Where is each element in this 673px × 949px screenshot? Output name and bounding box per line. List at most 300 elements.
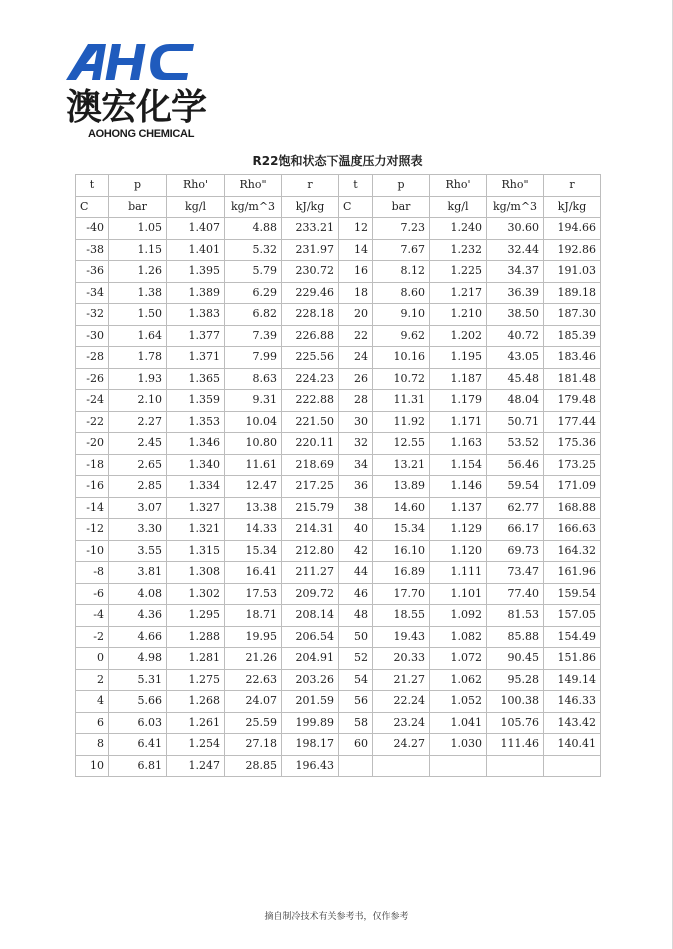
table-cell: 1.93	[109, 368, 167, 390]
table-cell: 69.73	[487, 540, 544, 562]
table-row	[76, 282, 601, 304]
table-cell: -22	[76, 411, 109, 433]
table-cell: 16.41	[225, 562, 282, 584]
table-cell: 1.146	[430, 476, 487, 498]
table-cell: 52	[339, 648, 373, 670]
table-cell: 24	[339, 347, 373, 369]
table-cell: 46	[339, 583, 373, 605]
table-cell: 111.46	[487, 734, 544, 756]
table-cell: 211.27	[282, 562, 339, 584]
unit-cell: C	[76, 196, 109, 218]
table-cell: 1.340	[167, 454, 225, 476]
table-cell: 1.154	[430, 454, 487, 476]
table-cell: 164.32	[544, 540, 601, 562]
table-cell: 9.31	[225, 390, 282, 412]
table-cell: 6.03	[109, 712, 167, 734]
table-cell: 1.179	[430, 390, 487, 412]
table-cell: 1.401	[167, 239, 225, 261]
table-cell: -2	[76, 626, 109, 648]
table-cell: 175.36	[544, 433, 601, 455]
column-header: p	[109, 175, 167, 197]
table-cell: 100.38	[487, 691, 544, 713]
table-cell: 2	[76, 669, 109, 691]
table-cell: 231.97	[282, 239, 339, 261]
table-cell: 194.66	[544, 218, 601, 240]
table-cell: 1.041	[430, 712, 487, 734]
table-cell: 196.43	[282, 755, 339, 777]
table-cell: 8.63	[225, 368, 282, 390]
table-cell: 3.30	[109, 519, 167, 541]
table-cell: 48.04	[487, 390, 544, 412]
table-row	[76, 433, 601, 455]
column-header: Rho"	[225, 175, 282, 197]
logo-english-name: AOHONG CHEMICAL	[88, 128, 195, 140]
table-cell	[373, 755, 430, 777]
table-cell: 1.163	[430, 433, 487, 455]
table-cell: -24	[76, 390, 109, 412]
table-cell: 1.346	[167, 433, 225, 455]
table-cell: 50.71	[487, 411, 544, 433]
table-row	[76, 390, 601, 412]
table-cell: 154.49	[544, 626, 601, 648]
table-row	[76, 605, 601, 627]
table-cell: 1.225	[430, 261, 487, 283]
table-row	[76, 304, 601, 326]
table-cell: 1.052	[430, 691, 487, 713]
table-cell: 7.23	[373, 218, 430, 240]
table-cell: 56.46	[487, 454, 544, 476]
column-header: Rho'	[167, 175, 225, 197]
table-cell: -32	[76, 304, 109, 326]
table-cell: 17.70	[373, 583, 430, 605]
table-cell: 0	[76, 648, 109, 670]
table-cell: 228.18	[282, 304, 339, 326]
table-cell: 215.79	[282, 497, 339, 519]
table-cell: -10	[76, 540, 109, 562]
table-cell: 2.27	[109, 411, 167, 433]
table-cell: 9.10	[373, 304, 430, 326]
table-cell: 5.66	[109, 691, 167, 713]
table-cell: 16.89	[373, 562, 430, 584]
table-cell: 224.23	[282, 368, 339, 390]
table-cell	[487, 755, 544, 777]
table-cell: -36	[76, 261, 109, 283]
table-row	[76, 755, 601, 777]
table-cell: 198.17	[282, 734, 339, 756]
table-cell: 1.353	[167, 411, 225, 433]
table-cell: 212.80	[282, 540, 339, 562]
table-cell: 6.41	[109, 734, 167, 756]
column-header: r	[544, 175, 601, 197]
table-cell: 4.98	[109, 648, 167, 670]
table-cell: 3.55	[109, 540, 167, 562]
table-cell: 19.43	[373, 626, 430, 648]
units-row	[76, 196, 601, 218]
table-cell: 10	[76, 755, 109, 777]
table-cell: 1.281	[167, 648, 225, 670]
table-cell: 1.295	[167, 605, 225, 627]
table-cell: 14	[339, 239, 373, 261]
table-cell: 25.59	[225, 712, 282, 734]
column-header: Rho'	[430, 175, 487, 197]
table-cell: 16	[339, 261, 373, 283]
unit-cell: kg/l	[167, 196, 225, 218]
table-cell: 6	[76, 712, 109, 734]
table-cell: -14	[76, 497, 109, 519]
table-row	[76, 261, 601, 283]
table-cell: 1.302	[167, 583, 225, 605]
table-cell: 11.92	[373, 411, 430, 433]
table-cell: 4.66	[109, 626, 167, 648]
table-cell: 3.07	[109, 497, 167, 519]
table-cell: 34	[339, 454, 373, 476]
table-cell: -12	[76, 519, 109, 541]
table-cell: 7.39	[225, 325, 282, 347]
table-cell: 23.24	[373, 712, 430, 734]
table-cell: 199.89	[282, 712, 339, 734]
table-cell: 191.03	[544, 261, 601, 283]
table-cell: 149.14	[544, 669, 601, 691]
table-cell	[339, 755, 373, 777]
table-cell: 27.18	[225, 734, 282, 756]
table-cell: 230.72	[282, 261, 339, 283]
table-cell: 28	[339, 390, 373, 412]
table-cell: 20.33	[373, 648, 430, 670]
table-cell: 73.47	[487, 562, 544, 584]
table-cell: 40	[339, 519, 373, 541]
table-cell: 1.247	[167, 755, 225, 777]
table-cell: 24.07	[225, 691, 282, 713]
unit-cell: kg/l	[430, 196, 487, 218]
table-cell: 12.47	[225, 476, 282, 498]
table-cell: 30.60	[487, 218, 544, 240]
table-cell: 12	[339, 218, 373, 240]
table-cell: 4	[76, 691, 109, 713]
unit-cell: kJ/kg	[282, 196, 339, 218]
unit-cell: kJ/kg	[544, 196, 601, 218]
table-cell: 201.59	[282, 691, 339, 713]
table-row	[76, 583, 601, 605]
table-cell: 4.08	[109, 583, 167, 605]
table-cell: 233.21	[282, 218, 339, 240]
unit-cell: kg/m^3	[225, 196, 282, 218]
table-cell: 1.129	[430, 519, 487, 541]
table-cell: 105.76	[487, 712, 544, 734]
table-cell: 1.26	[109, 261, 167, 283]
table-row	[76, 540, 601, 562]
table-cell: 1.062	[430, 669, 487, 691]
table-cell: 168.88	[544, 497, 601, 519]
table-cell: 21.27	[373, 669, 430, 691]
table-cell: 1.232	[430, 239, 487, 261]
table-cell: 11.31	[373, 390, 430, 412]
table-cell: 2.85	[109, 476, 167, 498]
table-cell: 203.26	[282, 669, 339, 691]
table-row	[76, 325, 601, 347]
table-cell: 4.36	[109, 605, 167, 627]
table-cell: 7.67	[373, 239, 430, 261]
table-cell: -40	[76, 218, 109, 240]
table-cell: 5.79	[225, 261, 282, 283]
table-cell: 2.10	[109, 390, 167, 412]
table-cell: 221.50	[282, 411, 339, 433]
table-cell: -18	[76, 454, 109, 476]
table-cell: 4.88	[225, 218, 282, 240]
table-cell: 1.15	[109, 239, 167, 261]
table-row	[76, 411, 601, 433]
table-cell: 192.86	[544, 239, 601, 261]
table-cell: 208.14	[282, 605, 339, 627]
unit-cell: bar	[109, 196, 167, 218]
company-logo	[66, 40, 226, 145]
table-cell: -30	[76, 325, 109, 347]
table-cell: 50	[339, 626, 373, 648]
table-cell: 1.50	[109, 304, 167, 326]
table-cell: 1.407	[167, 218, 225, 240]
column-header: r	[282, 175, 339, 197]
table-cell: -4	[76, 605, 109, 627]
table-cell: 8	[76, 734, 109, 756]
unit-cell: bar	[373, 196, 430, 218]
table-cell: 1.38	[109, 282, 167, 304]
table-cell: 229.46	[282, 282, 339, 304]
table-cell: 1.64	[109, 325, 167, 347]
table-cell: 189.18	[544, 282, 601, 304]
table-cell: 206.54	[282, 626, 339, 648]
table-cell: 1.383	[167, 304, 225, 326]
table-cell: 1.327	[167, 497, 225, 519]
table-cell: 28.85	[225, 755, 282, 777]
table-cell: 16.10	[373, 540, 430, 562]
table-cell: 157.05	[544, 605, 601, 627]
table-cell: 177.44	[544, 411, 601, 433]
table-cell: 6.81	[109, 755, 167, 777]
table-title: R22饱和状态下温度压力对照表	[252, 154, 423, 168]
table-cell: 9.62	[373, 325, 430, 347]
table-cell: 1.137	[430, 497, 487, 519]
table-row	[76, 734, 601, 756]
column-header: t	[339, 175, 373, 197]
table-cell: -28	[76, 347, 109, 369]
table-cell: 19.95	[225, 626, 282, 648]
table-cell: 1.288	[167, 626, 225, 648]
table-cell: 53.52	[487, 433, 544, 455]
column-header: t	[76, 175, 109, 197]
table-cell: 17.53	[225, 583, 282, 605]
table-cell: 166.63	[544, 519, 601, 541]
table-cell: 1.030	[430, 734, 487, 756]
table-cell: 18.55	[373, 605, 430, 627]
table-cell: 15.34	[373, 519, 430, 541]
table-cell: 38.50	[487, 304, 544, 326]
table-cell: 13.21	[373, 454, 430, 476]
header-row	[76, 175, 601, 197]
table-cell: 171.09	[544, 476, 601, 498]
unit-cell: kg/m^3	[487, 196, 544, 218]
table-cell: 12.55	[373, 433, 430, 455]
ahc-logo-mark	[66, 40, 226, 88]
table-row	[76, 712, 601, 734]
table-cell: 95.28	[487, 669, 544, 691]
table-cell: 56	[339, 691, 373, 713]
table-cell: -34	[76, 282, 109, 304]
table-cell: 85.88	[487, 626, 544, 648]
table-cell	[544, 755, 601, 777]
table-cell: 14.60	[373, 497, 430, 519]
table-cell: 1.195	[430, 347, 487, 369]
logo-chinese-name: 澳宏化学	[66, 87, 207, 128]
table-cell: 5.31	[109, 669, 167, 691]
table-cell: 15.34	[225, 540, 282, 562]
table-cell: 13.89	[373, 476, 430, 498]
table-cell: 1.254	[167, 734, 225, 756]
table-cell: 62.77	[487, 497, 544, 519]
table-cell: 81.53	[487, 605, 544, 627]
table-cell: 59.54	[487, 476, 544, 498]
table-cell: 24.27	[373, 734, 430, 756]
table-cell: 8.60	[373, 282, 430, 304]
table-cell: -38	[76, 239, 109, 261]
table-cell: 34.37	[487, 261, 544, 283]
table-cell: 220.11	[282, 433, 339, 455]
table-cell: 10.80	[225, 433, 282, 455]
table-cell: 30	[339, 411, 373, 433]
table-cell: 2.45	[109, 433, 167, 455]
table-cell: 1.082	[430, 626, 487, 648]
table-cell: 1.101	[430, 583, 487, 605]
table-row	[76, 454, 601, 476]
table-cell: 1.111	[430, 562, 487, 584]
table-cell: -6	[76, 583, 109, 605]
table-cell: 77.40	[487, 583, 544, 605]
column-header: p	[373, 175, 430, 197]
table-cell: 26	[339, 368, 373, 390]
table-row	[76, 218, 601, 240]
table-cell: 1.315	[167, 540, 225, 562]
table-cell: 22.63	[225, 669, 282, 691]
table-cell: 40.72	[487, 325, 544, 347]
table-cell: 42	[339, 540, 373, 562]
table-cell: 161.96	[544, 562, 601, 584]
table-cell: 14.33	[225, 519, 282, 541]
table-cell: 1.308	[167, 562, 225, 584]
table-cell: 209.72	[282, 583, 339, 605]
table-cell: 1.240	[430, 218, 487, 240]
table-cell: 32.44	[487, 239, 544, 261]
unit-cell: C	[339, 196, 373, 218]
table-cell: 217.25	[282, 476, 339, 498]
table-cell: 1.120	[430, 540, 487, 562]
table-cell: 151.86	[544, 648, 601, 670]
table-cell: 10.04	[225, 411, 282, 433]
table-cell: 18.71	[225, 605, 282, 627]
table-cell: 1.210	[430, 304, 487, 326]
table-cell: 204.91	[282, 648, 339, 670]
table-cell: 5.32	[225, 239, 282, 261]
table-cell: 20	[339, 304, 373, 326]
table-cell: 58	[339, 712, 373, 734]
table-row	[76, 691, 601, 713]
table-cell: -26	[76, 368, 109, 390]
table-cell: 66.17	[487, 519, 544, 541]
table-row	[76, 368, 601, 390]
table-cell: 13.38	[225, 497, 282, 519]
table-cell: 1.321	[167, 519, 225, 541]
table-cell: 11.61	[225, 454, 282, 476]
table-row	[76, 648, 601, 670]
table-cell: 6.82	[225, 304, 282, 326]
table-cell: 60	[339, 734, 373, 756]
table-cell: 1.268	[167, 691, 225, 713]
table-cell: 8.12	[373, 261, 430, 283]
table-cell: 1.334	[167, 476, 225, 498]
table-cell: 1.261	[167, 712, 225, 734]
table-cell: 2.65	[109, 454, 167, 476]
table-cell: 18	[339, 282, 373, 304]
table-cell: 1.389	[167, 282, 225, 304]
table-cell: 3.81	[109, 562, 167, 584]
table-cell: -20	[76, 433, 109, 455]
table-cell: 22	[339, 325, 373, 347]
table-cell: 38	[339, 497, 373, 519]
table-row	[76, 239, 601, 261]
table-cell: 32	[339, 433, 373, 455]
table-row	[76, 626, 601, 648]
table-row	[76, 497, 601, 519]
table-cell: 36	[339, 476, 373, 498]
table-cell: 179.48	[544, 390, 601, 412]
table-cell: 10.72	[373, 368, 430, 390]
table-cell: 90.45	[487, 648, 544, 670]
table-cell: 1.78	[109, 347, 167, 369]
table-cell: 1.171	[430, 411, 487, 433]
table-cell: 22.24	[373, 691, 430, 713]
table-cell: 1.359	[167, 390, 225, 412]
table-cell: 10.16	[373, 347, 430, 369]
table-cell: 218.69	[282, 454, 339, 476]
table-cell: 222.88	[282, 390, 339, 412]
table-cell: 54	[339, 669, 373, 691]
table-cell: 185.39	[544, 325, 601, 347]
table-row	[76, 476, 601, 498]
table-cell: 1.371	[167, 347, 225, 369]
table-cell: 45.48	[487, 368, 544, 390]
table-cell: 1.365	[167, 368, 225, 390]
table-cell: 1.202	[430, 325, 487, 347]
table-cell: 225.56	[282, 347, 339, 369]
table-cell: 43.05	[487, 347, 544, 369]
table-cell	[430, 755, 487, 777]
table-cell: -8	[76, 562, 109, 584]
table-cell: 140.41	[544, 734, 601, 756]
table-cell: 1.377	[167, 325, 225, 347]
footer-note: 摘自制冷技术有关参考书，仅作参考	[264, 912, 409, 922]
table-cell: -16	[76, 476, 109, 498]
table-cell: 1.217	[430, 282, 487, 304]
table-cell: 1.395	[167, 261, 225, 283]
table-row	[76, 562, 601, 584]
table-cell: 214.31	[282, 519, 339, 541]
column-header: Rho"	[487, 175, 544, 197]
table-cell: 143.42	[544, 712, 601, 734]
table-row	[76, 347, 601, 369]
table-row	[76, 519, 601, 541]
table-cell: 48	[339, 605, 373, 627]
table-cell: 36.39	[487, 282, 544, 304]
table-cell: 21.26	[225, 648, 282, 670]
table-cell: 44	[339, 562, 373, 584]
table-cell: 1.187	[430, 368, 487, 390]
